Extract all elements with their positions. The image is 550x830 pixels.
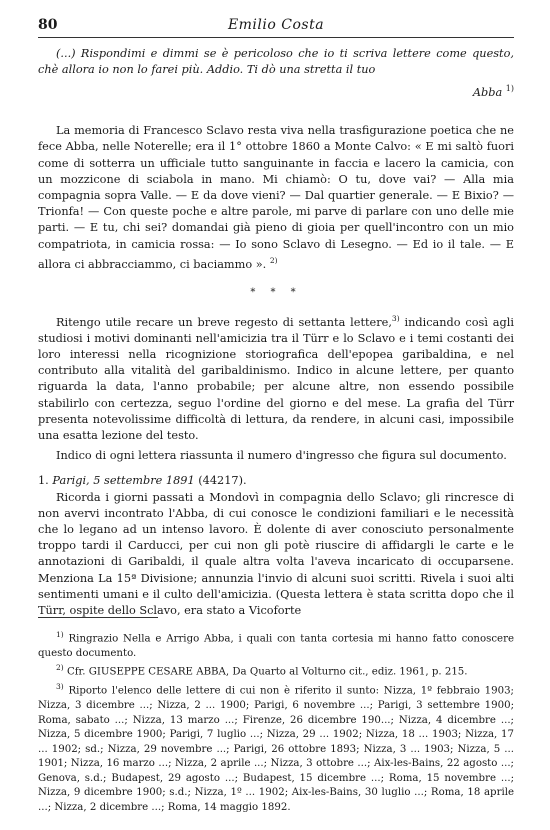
letter-entry-number: 1. xyxy=(38,474,49,488)
letter-entry-ingresso: (44217). xyxy=(198,474,247,488)
paragraph-ritengo xyxy=(38,311,514,444)
paragraph-memoria-text: La memoria di Francesco Sclavo resta viva nella trasfigurazione poetica che ne fece Abba, nelle Noterelle; era il 1° ottobre 1860 a Monte Calvo: « E mi saltò fuori come di sotterra un ufficiale tutto sanguinante in faccia e lacero la camicia, con un mozzicone di sciabola in mano. Mi chiamò: O tu, dove vai? — Alla mia compagnia sopra Valle. — E da dove vieni? — Dal quartier generale. — E Bixio? — Trionfa! — Con queste poche e altre parole, mi parve di parlare con uno delle mie parti. — E tu, chi sei? domandai già pieno di gioia per quell'incontro con un mio compatriota, in camicia rossa: — Io sono Sclavo di Lesegno. — Ed io il tale. — E allora ci abbracciammo, ci baciammo ». xyxy=(38,124,514,271)
page-body xyxy=(38,46,514,619)
footnote-mark-2: 2) xyxy=(269,255,278,265)
footnote-3-mark: 3) xyxy=(56,682,64,692)
letter-entry-place-date: Parigi, 5 settembre 1891 xyxy=(52,474,195,488)
paragraph-memoria xyxy=(38,123,514,273)
footnotes xyxy=(38,617,514,815)
footnote-mark-3: 3) xyxy=(391,313,400,323)
footnote-1-text: Ringrazio Nella e Arrigo Abba, i quali con tanta cortesia mi hanno fatto conoscere questo documento. xyxy=(38,633,514,659)
page-number: 80 xyxy=(38,17,58,33)
footnote-2-text: Cfr. GIUSEPPE CESARE ABBA, Da Quarto al Volturno cit., ediz. 1961, p. 215. xyxy=(66,666,468,678)
footnote-rule xyxy=(38,617,158,618)
quote-signature xyxy=(38,84,514,99)
footnote-1-mark: 1) xyxy=(56,630,64,639)
signature-name: Abba xyxy=(472,86,503,100)
signature-footnote-mark: 1) xyxy=(505,84,514,94)
paragraph-indico: Indico di ogni lettera riassunta il numero d'ingresso che figura sul documento. xyxy=(56,449,507,463)
footnote-2-mark: 2) xyxy=(56,663,64,673)
paragraph-ritengo-b: indicando così agli studiosi i motivi dominanti nell'amicizia tra il Türr e lo Sclavo e i temi costanti dei loro interessi nella ricognizione storiografica dell'epopea garibaldina, e nel contributo alla vitalità del garibaldinismo. Indico in alcune lettere, per quanto riguarda la data, l'anno probabile; per alcune altre, non essendo possibile stabilirlo con certezza, seguo l'ordine del giorno e del mese. La grafia del Türr presenta notevolissime difficoltà di lettura, da rendere, in alcuni casi, impossibile una esatta lezione del testo. xyxy=(38,315,515,442)
footnote-1 xyxy=(38,628,514,661)
footnote-3 xyxy=(38,680,514,815)
letter-entry-summary: Ricorda i giorni passati a Mondovì in compagnia dello Sclavo; gli rincresce di non avervi incontrato l'Abba, di cui conosce le condizioni familiari e le necessità che lo legano ad un intenso lavoro. È dolente di aver conosciuto personalmente troppo tardi il Carducci, per cui non gli potè riuscire di affidargli le carte e le annotazioni di Garibaldi, il quale altra volta l'aveva incaricato di occuparsene. Menziona La 15ª Divisione; annunzia l'invio di alcuni suoi scritti. Rivela i suoi alti sentimenti umani e il culto dell'amicizia. (Questa lettera è stata scritta dopo che il Türr, ospite dello Sclavo, era stato a Vicoforte xyxy=(38,490,514,617)
letter-entry-heading xyxy=(38,473,514,489)
footnote-2 xyxy=(38,661,514,680)
letter-quote: (...) Rispondimi e dimmi se è pericoloso che io ti scriva lettere come questo, chè allora io non lo farei più. Addio. Ti dò una stretta il tuo xyxy=(38,47,514,77)
footnote-3-text: Riporto l'elenco delle lettere di cui non è riferito il sunto: Nizza, 1º febbraio 1903; Nizza, 3 dicembre ...; Nizza, 2 ... 1900; Parigi, 6 novembre ...; Parigi, 3 settembre 1900; Roma, sabato ...; Nizza, 13 marzo ...; Firenze, 26 dicembre 190...; Nizza, 4 dicembre ...; Nizza, 5 dicembre 1900; Parigi, 7 luglio ...; Nizza, 29 ... 1902; Nizza, 18 ... 1903; Nizza, 17 ... 1902; sd.; Nizza, 29 novembre ...; Parigi, 26 ottobre 1893; Nizza, 3 ... 1903; Nizza, 5 ... 1901; Nizza, 16 marzo ...; Nizza, 2 aprile ...; Nizza, 3 ottobre ...; Aix-les-Bains, 22 agosto ...; Genova, s.d.; Budapest, 29 agosto ...; Budapest, 15 dicembre ...; Roma, 15 novembre ...; Nizza, 9 dicembre 1900; s.d.; Nizza, 1º ... 1902; Aix-les-Bains, 30 luglio ...; Roma, 18 aprile ...; Nizza, 2 dicembre ...; Roma, 14 maggio 1892. xyxy=(38,685,514,813)
paragraph-ritengo-a: Ritengo utile recare un breve regesto di settanta lettere, xyxy=(56,315,392,329)
section-divider: * * * xyxy=(250,286,302,298)
page-header xyxy=(38,17,514,38)
running-head: Emilio Costa xyxy=(227,17,325,33)
